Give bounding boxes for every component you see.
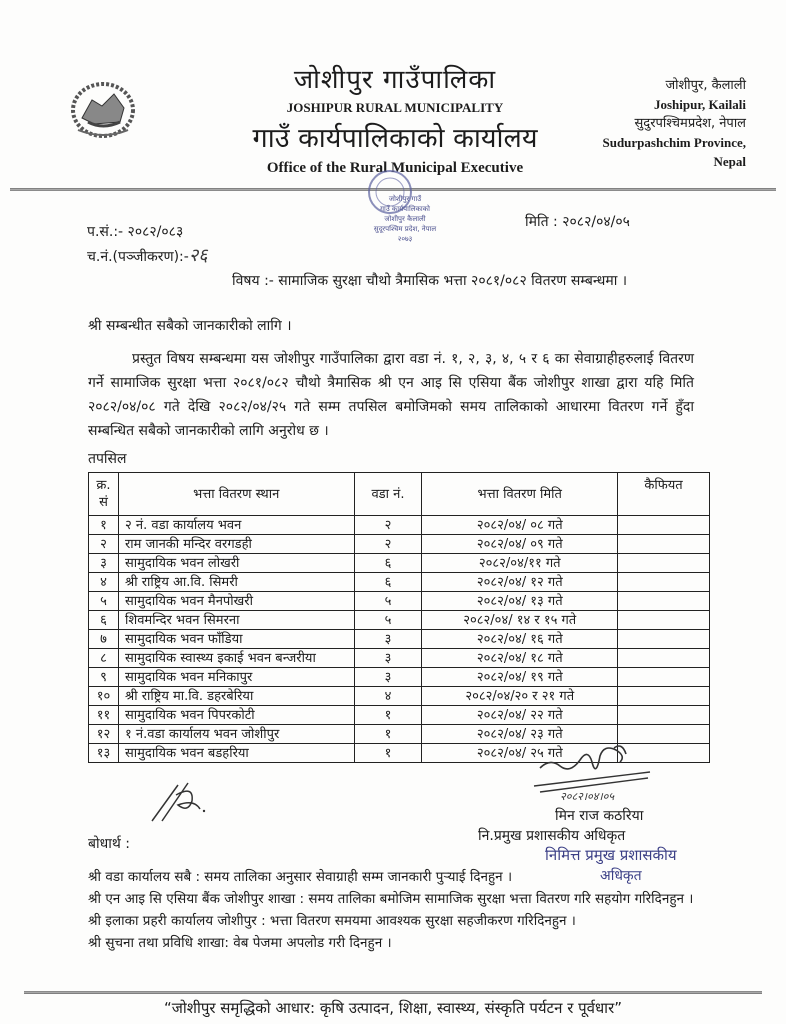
handwritten-initial-signature [148, 775, 218, 825]
table-row [89, 725, 710, 744]
cell-date: २०८२/०४/ १४ र १५ गते [422, 611, 618, 630]
cell-date: २०८२/०४/ १६ गते [422, 630, 618, 649]
table-row [89, 516, 710, 535]
cell-ward: ५ [354, 611, 422, 630]
table-row [89, 687, 710, 706]
cell-place: सामुदायिक भवन मैनपोखरी [118, 592, 354, 611]
header-serial-line: क्र. [96, 478, 111, 493]
address-line: सुदुरपश्चिमप्रदेश, नेपाल [634, 116, 746, 131]
cell-remarks [618, 649, 710, 668]
cell-serial: १३ [89, 744, 119, 763]
table-row [89, 630, 710, 649]
cell-ward: ६ [354, 554, 422, 573]
registration-value: २६ [188, 245, 208, 266]
table-caption: तपसिल [88, 451, 127, 467]
body-paragraph: प्रस्तुत विषय सम्बन्धमा यस जोशीपुर गाउँपालिका द्वारा वडा नं. १, २, ३, ४, ५ र ६ का सेवाग्राहीहरुलाई वितरण गर्ने सामाजिक सुरक्षा भत्ता २०८१/०८२ चौथो त्रैमासिक श्री एन आइ सि एसिया बैंक जोशीपुर शाखा द्वारा यहि मिति २०८२/०४/०८ गते देखि २०८२/०४/२५ गते सम्म तपसिल बमोजिमको समय तालिकाको आधारमा वितरण गर्ने हुँदा सम्बन्धित सबैको जानकारीको लागि अनुरोध छ । [88, 351, 694, 439]
address-line: जोशीपुर, कैलाली [665, 78, 746, 93]
header-ward: वडा नं. [354, 473, 422, 516]
stamp-text: २०७३ [397, 235, 413, 243]
header-date: भत्ता वितरण मिति [422, 473, 618, 516]
distribution-schedule-table [88, 472, 710, 763]
address-line: Joshipur, Kailali [654, 97, 746, 112]
office-stamp [330, 194, 480, 256]
cell-serial: १० [89, 687, 119, 706]
table-header-row [89, 473, 710, 516]
cc-item: श्री सुचना तथा प्रविधि शाखा: वेब पेजमा अपलोड गरी दिनहुन । [88, 935, 392, 951]
cell-date: २०८२/०४/ १८ गते [422, 649, 618, 668]
footer-motto: “जोशीपुर समृद्धिको आधार: कृषि उत्पादन, शिक्षा, स्वास्थ्य, संस्कृति पर्यटन र पूर्वधार” [164, 999, 622, 1017]
municipality-name-en: JOSHIPUR RURAL MUNICIPALITY [286, 100, 504, 115]
cell-ward: १ [354, 725, 422, 744]
cc-item: श्री वडा कार्यालय सबै : समय तालिका अनुसार सेवाग्राही सम्म जानकारी पुऱ्याई दिनहुन । [88, 869, 513, 885]
cell-remarks [618, 725, 710, 744]
registration-label: च.नं.(पञ्जीकरण):- [87, 249, 189, 265]
cell-place: सामुदायिक स्वास्थ्य इकाई भवन बन्जरीया [118, 649, 354, 668]
cell-serial: ९ [89, 668, 119, 687]
cell-place: सामुदायिक भवन फाँडिया [118, 630, 354, 649]
header-remarks: कैफियत [618, 473, 710, 516]
cell-remarks [618, 516, 710, 535]
date-label: मिति : [525, 214, 558, 230]
cell-date: २०८२/०४/२० र २१ गते [422, 687, 618, 706]
cell-place: श्री राष्ट्रिय आ.वि. सिमरी [118, 573, 354, 592]
cell-date: २०८२/०४/ २२ गते [422, 706, 618, 725]
cell-serial: १२ [89, 725, 119, 744]
letter-subject: विषय :- सामाजिक सुरक्षा चौथो त्रैमासिक भत्ता २०८१/०८२ वितरण सम्बन्धमा । [232, 273, 628, 289]
cell-remarks [618, 554, 710, 573]
cc-label: बोधार्थ : [88, 836, 130, 852]
signature-date: २०८२।०४।०५ [560, 790, 615, 803]
table-row [89, 668, 710, 687]
address-line: Nepal [713, 154, 746, 169]
cell-ward: ३ [354, 630, 422, 649]
cell-place: सामुदायिक भवन बडहरिया [118, 744, 354, 763]
table-row [89, 554, 710, 573]
stamp-text: जोशीपुर गाउँ [388, 195, 422, 203]
signatory-name: मिन राज कठरिया [555, 808, 644, 824]
reference-value: २०८२/०८३ [127, 224, 184, 240]
cc-item: श्री एन आइ सि एसिया बैंक जोशीपुर शाखा : समय तालिका बमोजिम सामाजिक सुरक्षा भत्ता वितरण गरि सहयोग गरिदिनहुन । [88, 891, 694, 907]
cell-serial: ८ [89, 649, 119, 668]
table-row [89, 592, 710, 611]
nepal-emblem-icon [64, 78, 142, 142]
cell-ward: २ [354, 516, 422, 535]
table-row [89, 706, 710, 725]
cell-serial: ६ [89, 611, 119, 630]
table-row [89, 535, 710, 554]
header-place: भत्ता वितरण स्थान [118, 473, 354, 516]
cell-ward: २ [354, 535, 422, 554]
cell-serial: ११ [89, 706, 119, 725]
cc-list [88, 866, 710, 954]
designation-stamp-line: अधिकृत [600, 868, 642, 884]
cell-serial: २ [89, 535, 119, 554]
cell-remarks [618, 611, 710, 630]
cell-remarks [618, 535, 710, 554]
salutation: श्री सम्बन्धीत सबैको जानकारीको लागि । [88, 318, 292, 334]
cell-serial: १ [89, 516, 119, 535]
cell-place: सामुदायिक भवन पिपरकोटी [118, 706, 354, 725]
cell-ward: १ [354, 706, 422, 725]
header-serial-line: सं [99, 495, 108, 510]
cell-serial: ४ [89, 573, 119, 592]
cc-item: श्री इलाका प्रहरी कार्यालय जोशीपुर : भत्ता वितरण समयमा आवश्यक सुरक्षा सहजीकरण गरिदिनहुन । [88, 913, 576, 929]
cell-date: २०८२/०४/ २५ गते [422, 744, 618, 763]
cell-ward: ५ [354, 592, 422, 611]
cell-ward: ६ [354, 573, 422, 592]
table-row [89, 611, 710, 630]
date-value: २०८२/०४/०५ [562, 214, 630, 230]
designation-stamp-line: निमित्त प्रमुख प्रशासकीय [545, 846, 677, 864]
cell-place: सामुदायिक भवन लोखरी [118, 554, 354, 573]
cell-date: २०८२/०४/ १२ गते [422, 573, 618, 592]
cell-serial: ७ [89, 630, 119, 649]
stamp-text: जोशीपुर कैलाली [384, 215, 426, 223]
cell-place: राम जानकी मन्दिर वरगडही [118, 535, 354, 554]
cell-remarks [618, 687, 710, 706]
cell-ward: १ [354, 744, 422, 763]
cell-date: २०८२/०४/ १३ गते [422, 592, 618, 611]
handwritten-signature [530, 742, 680, 806]
table-row [89, 573, 710, 592]
cell-place: १ नं.वडा कार्यालय भवन जोशीपुर [118, 725, 354, 744]
address-line: Sudurpashchim Province, [602, 135, 746, 150]
cell-date: २०८२/०४/ १९ गते [422, 668, 618, 687]
header-serial [89, 473, 119, 516]
cell-remarks [618, 630, 710, 649]
reference-label: प.सं.:- [87, 224, 124, 240]
table-row [89, 649, 710, 668]
cell-date: २०८२/०४/ ०९ गते [422, 535, 618, 554]
registration-number [87, 243, 208, 267]
cell-ward: ४ [354, 687, 422, 706]
stamp-text: सुदूरपश्चिम प्रदेश, नेपाल [373, 225, 437, 233]
cell-place: २ नं. वडा कार्यालय भवन [118, 516, 354, 535]
stamp-text: गाउँ कार्यपालिकाको [380, 205, 430, 213]
cell-place: शिवमन्दिर भवन सिमरना [118, 611, 354, 630]
cell-ward: ३ [354, 649, 422, 668]
cell-place: सामुदायिक भवन मनिकापुर [118, 668, 354, 687]
cell-ward: ३ [354, 668, 422, 687]
cell-remarks [618, 592, 710, 611]
office-name-en: Office of the Rural Municipal Executive [266, 160, 524, 176]
cell-remarks [618, 573, 710, 592]
footer-divider [24, 991, 762, 994]
cell-place: श्री राष्ट्रिय मा.वि. डहरबेरिया [118, 687, 354, 706]
office-name-np: गाउँ कार्यपालिकाको कार्यालय [252, 123, 538, 154]
cell-remarks [618, 706, 710, 725]
cell-remarks [618, 668, 710, 687]
municipality-name-np: जोशीपुर गाउँपालिका [293, 65, 497, 95]
reference-number [87, 222, 183, 241]
signatory-title: नि.प्रमुख प्रशासकीय अधिकृत [478, 828, 626, 844]
cell-serial: ५ [89, 592, 119, 611]
cell-date: २०८२/०४/११ गते [422, 554, 618, 573]
letter-date [525, 212, 630, 231]
cell-date: २०८२/०४/ २३ गते [422, 725, 618, 744]
cell-date: २०८२/०४/ ०८ गते [422, 516, 618, 535]
office-address [602, 76, 746, 171]
cell-serial: ३ [89, 554, 119, 573]
